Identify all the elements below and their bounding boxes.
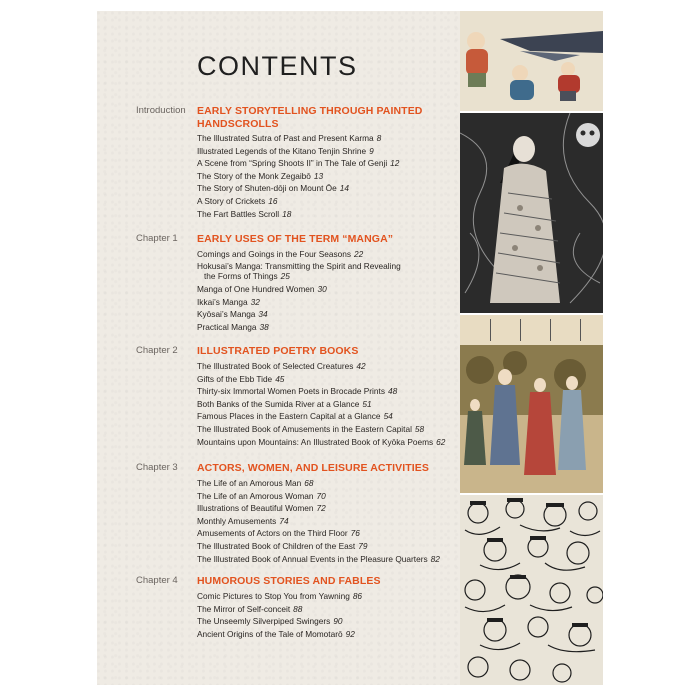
crowd-sketch-image bbox=[460, 495, 603, 685]
list-item: The Life of an Amorous Man 68 bbox=[197, 478, 314, 488]
section-heading: HUMOROUS STORIES AND FABLES bbox=[197, 575, 381, 587]
list-item: The Fart Battles Scroll 18 bbox=[197, 208, 292, 219]
list-item: The Story of Shuten-dōji on Mount Ōe 14 bbox=[197, 183, 349, 194]
list-item: Kyōsai’s Manga 34 bbox=[197, 309, 268, 320]
entry-list bbox=[197, 132, 459, 220]
list-item: Ancient Origins of the Tale of Momotarō 92 bbox=[197, 628, 355, 639]
section-label: Introduction bbox=[136, 105, 186, 116]
list-item: The Unseemly Silverpiped Swingers 90 bbox=[197, 616, 343, 627]
list-item: The Mirror of Self-conceit 88 bbox=[197, 603, 303, 614]
section-label: Chapter 4 bbox=[136, 575, 178, 586]
list-item: Famous Places in the Eastern Capital at a Glance 54 bbox=[197, 411, 393, 422]
list-item: Monthly Amusements 74 bbox=[197, 515, 289, 526]
list-item: Amusements of Actors on the Third Floor 76 bbox=[197, 528, 360, 539]
list-item: Manga of One Hundred Women 30 bbox=[197, 284, 327, 295]
list-item: The Illustrated Book of Children of the East 79 bbox=[197, 540, 368, 551]
section-label: Chapter 2 bbox=[136, 345, 178, 356]
list-item: Gifts of the Ebb Tide 45 bbox=[197, 373, 285, 384]
list-item: Comings and Goings in the Four Seasons 22 bbox=[197, 249, 364, 259]
section-heading: EARLY USES OF THE TERM “MANGA” bbox=[197, 233, 394, 245]
list-item: Practical Manga 38 bbox=[197, 322, 269, 333]
entry-list bbox=[197, 477, 459, 565]
list-item: The Illustrated Book of Amusements in the Eastern Capital 58 bbox=[197, 423, 425, 434]
list-item: The Illustrated Book of Annual Events in the Pleasure Quarters 82 bbox=[197, 553, 440, 564]
list-item: Comic Pictures to Stop You from Yawning 86 bbox=[197, 591, 363, 601]
list-item: Illustrated Legends of the Kitano Tenjin Shrine 9 bbox=[197, 145, 374, 156]
entry-list bbox=[197, 248, 459, 334]
list-item: Both Banks of the Sumida River at a Glance 51 bbox=[197, 398, 372, 409]
section-heading: EARLY STORYTELLING THROUGH PAINTED HANDSCROLLS bbox=[197, 105, 423, 130]
entry-list bbox=[197, 590, 459, 640]
ghost-woman-ink-image bbox=[460, 113, 603, 313]
list-item: Hokusai’s Manga: Transmitting the Spirit and Revealing the Forms of Things 25 bbox=[197, 260, 401, 282]
list-item: A Scene from “Spring Shoots II” in The Tale of Genji 12 bbox=[197, 158, 400, 169]
list-item: Ikkai’s Manga 32 bbox=[197, 296, 260, 307]
list-item: Illustrations of Beautiful Women 72 bbox=[197, 503, 326, 514]
page-title: CONTENTS bbox=[197, 51, 358, 81]
section-label: Chapter 3 bbox=[136, 462, 178, 473]
section-heading: ACTORS, WOMEN, AND LEISURE ACTIVITIES bbox=[197, 462, 429, 474]
list-item: The Illustrated Sutra of Past and Present Karma 8 bbox=[197, 133, 382, 143]
list-item: The Life of an Amorous Woman 70 bbox=[197, 490, 326, 501]
list-item: Thirty-six Immortal Women Poets in Brocade Prints 48 bbox=[197, 386, 398, 397]
scroll-figures-image bbox=[460, 11, 603, 111]
list-item: The Illustrated Book of Selected Creatures 42 bbox=[197, 361, 366, 371]
illustration-strip bbox=[460, 11, 603, 685]
list-item: The Story of the Monk Zegaibō 13 bbox=[197, 170, 324, 181]
entry-list bbox=[197, 360, 459, 448]
section-heading: ILLUSTRATED POETRY BOOKS bbox=[197, 345, 359, 357]
list-item: A Story of Crickets 16 bbox=[197, 195, 278, 206]
list-item: Mountains upon Mountains: An Illustrated Book of Kyōka Poems 62 bbox=[197, 436, 446, 447]
street-scene-print-image bbox=[460, 315, 603, 493]
section-label: Chapter 1 bbox=[136, 233, 178, 244]
